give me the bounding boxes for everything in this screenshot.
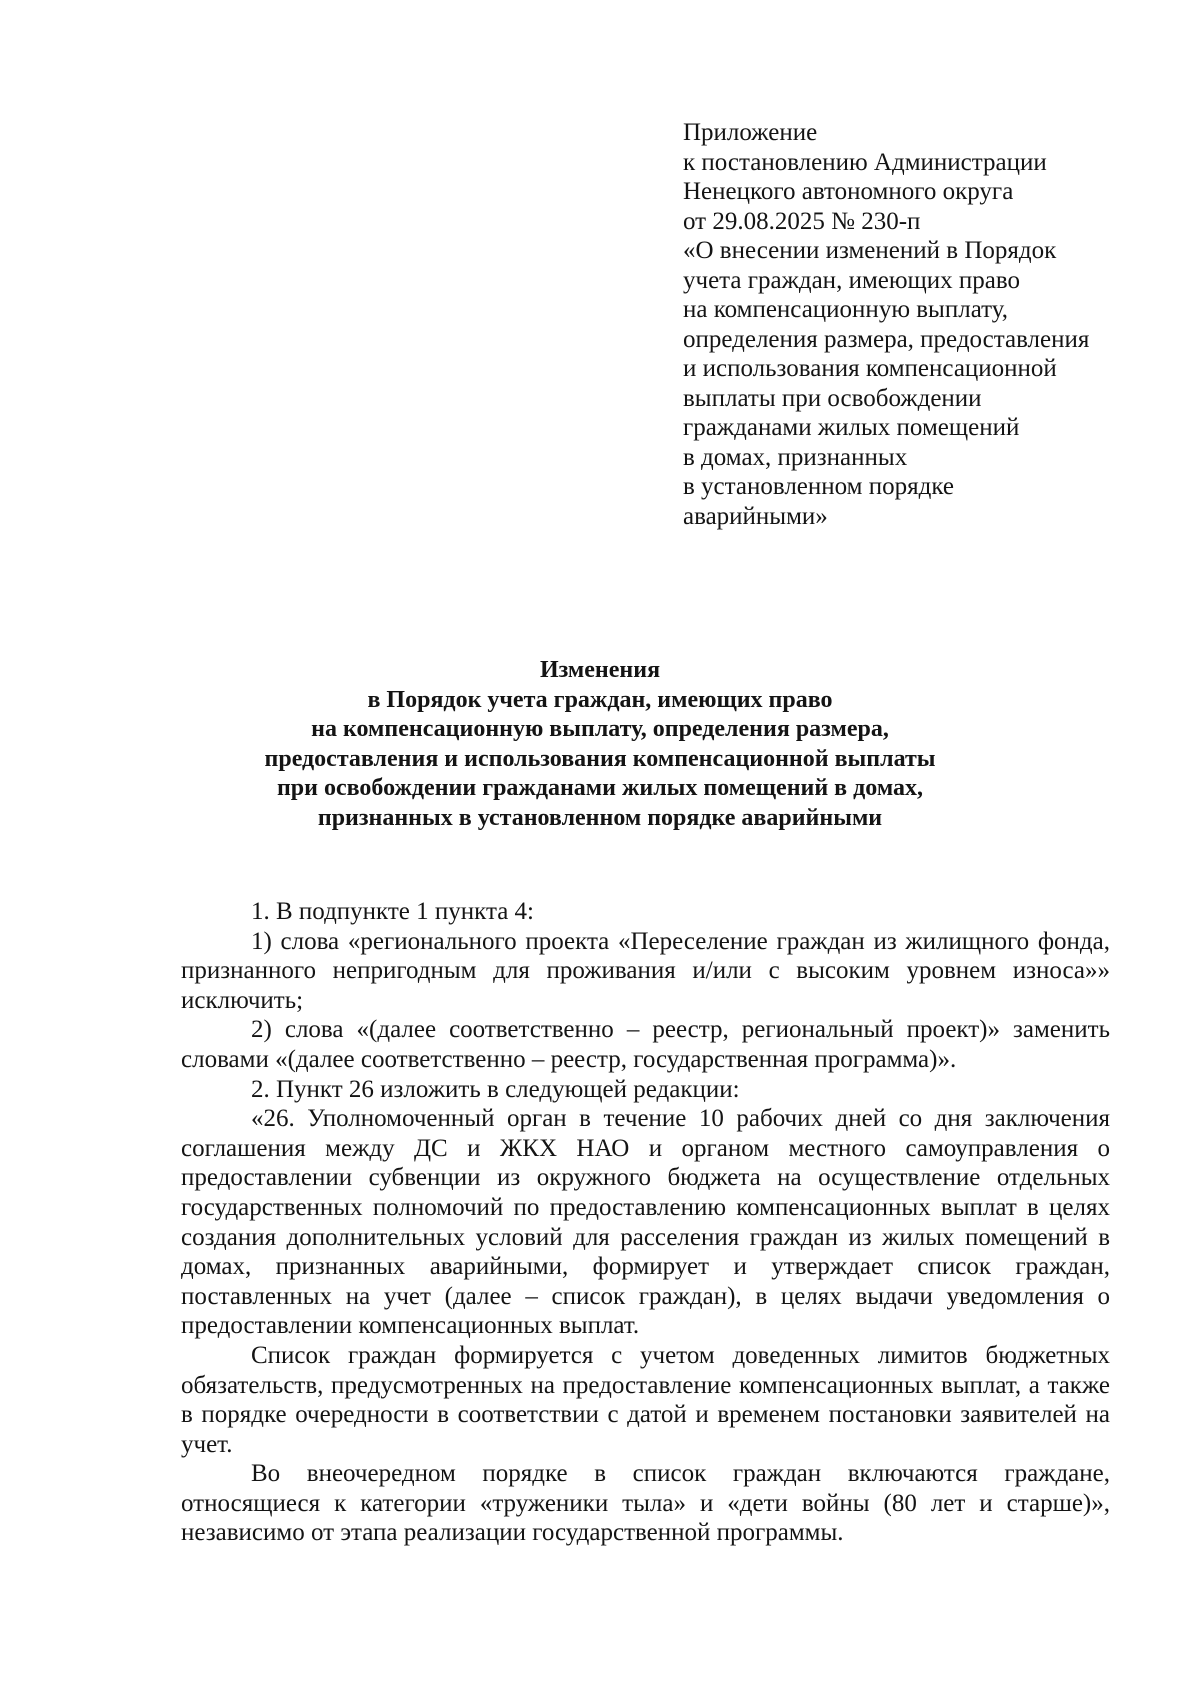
appendix-line: к постановлению Администрации bbox=[683, 148, 1047, 176]
document-body bbox=[181, 897, 1110, 1548]
title-line: предоставления и использования компенсационной выплаты bbox=[264, 745, 936, 772]
appendix-line: Приложение bbox=[683, 119, 818, 146]
appendix-line: на компенсационную выплату, bbox=[683, 296, 1008, 323]
body-paragraph: 1. В подпункте 1 пункта 4: bbox=[251, 898, 534, 925]
appendix-line: Ненецкого автономного округа bbox=[683, 178, 1014, 205]
title-line: в Порядок учета граждан, имеющих право bbox=[367, 686, 833, 713]
title-line: признанных в установленном порядке аварийными bbox=[317, 804, 883, 831]
appendix-line: гражданами жилых помещений bbox=[683, 414, 1020, 441]
body-paragraph: 2. Пункт 26 изложить в следующей редакции: bbox=[251, 1075, 740, 1103]
body-paragraph: 2) слова «(далее соответственно – реестр, региональный проект)» заменить словами «(далее соответственно – реестр, государственная программа)». bbox=[181, 1016, 1110, 1073]
appendix-line: от 29.08.2025 № 230-п bbox=[683, 207, 921, 235]
appendix-line: определения размера, предоставления bbox=[683, 325, 1090, 353]
appendix-line: учета граждан, имеющих право bbox=[683, 266, 1021, 294]
appendix-header bbox=[683, 118, 1123, 531]
body-paragraph: 1) слова «регионального проекта «Переселение граждан из жилищного фонда, признанного непригодным для проживания и/или с высоким уровнем износа»» исключить; bbox=[181, 927, 1110, 1014]
body-paragraph: Список граждан формируется с учетом доведенных лимитов бюджетных обязательств, предусмотренных на предоставление компенсационных выплат, а также в порядке очередности в соответствии с датой и временем постановки заявителей на учет. bbox=[181, 1341, 1110, 1458]
body-paragraph: «26. Уполномоченный орган в течение 10 рабочих дней со дня заключения соглашения между ДС и ЖКХ НАО и органом местного самоуправления о предоставлении субвенции из окружного бюджета на осуществление отдельных государственных полномочий по предоставлению компенсационных выплат в целях создания дополнительных условий для расселения граждан из жилых помещений в домах, признанных аварийными, формирует и утверждает список граждан, поставленных на учет (далее – список граждан), в целях выдачи уведомления о предоставлении компенсационных выплат. bbox=[181, 1105, 1110, 1340]
appendix-line: выплаты при освобождении bbox=[683, 384, 982, 412]
title-line: Изменения bbox=[539, 657, 661, 683]
title-line: при освобождении гражданами жилых помещений в домах, bbox=[276, 775, 924, 801]
body-paragraph: Во внеочередном порядке в список граждан включаются граждане, относящиеся к категории «труженики тыла» и «дети войны (80 лет и старше)», независимо от этапа реализации государственной программы. bbox=[181, 1460, 1110, 1547]
appendix-line: аварийными» bbox=[683, 502, 828, 530]
document-title bbox=[150, 656, 1050, 833]
title-line: на компенсационную выплату, определения размера, bbox=[311, 716, 889, 742]
appendix-line: «О внесении изменений в Порядок bbox=[683, 237, 1057, 264]
appendix-line: в установленном порядке bbox=[683, 473, 954, 500]
appendix-line: и использования компенсационной bbox=[683, 355, 1057, 382]
appendix-line: в домах, признанных bbox=[683, 443, 908, 471]
